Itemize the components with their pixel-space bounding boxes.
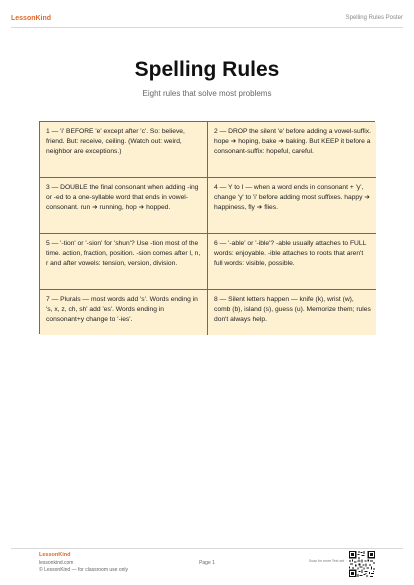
footer-url-link[interactable]: lessonkind.com: [39, 560, 74, 566]
poster-title: Spelling Rules: [134, 58, 280, 81]
poster-subtitle: Eight rules that solve most problems: [142, 89, 272, 98]
footer-brand: LessonKind: [39, 552, 71, 558]
rule-cell-6: 6 — '-able' or '-ible'? -able usually attaches to FULL words: enjoyable. -ible attaches to roots that aren't full words: visible, possible.: [208, 234, 376, 290]
document-label: Spelling Rules Poster: [345, 15, 403, 21]
rule-cell-7: 7 — Plurals — most words add 's'. Words ending in 's, x, z, ch, sh' add 'es'. Words ending in consonant+y change to '-ies'.: [40, 290, 208, 335]
rule-cell-5: 5 — '-tion' or '-sion' for 'shun'? Use -tion most of the time. action, fraction, position. -sion comes after l, n, r and after vowels: tension, version, division.: [40, 234, 208, 290]
rule-cell-4: 4 — Y to I — when a word ends in consonant + 'y', change 'y' to 'i' before adding most suffixes. happy ➔ happiness, fly ➔ flies.: [208, 178, 376, 234]
page-header: [0, 0, 414, 30]
rule-cell-8: 8 — Silent letters happen — knife (k), wrist (w), comb (b), island (s), guess (u). Memorize them; rules don't always help.: [208, 290, 376, 335]
rule-cell-2: 2 — DROP the silent 'e' before adding a vowel-suffix. hope ➔ hoping, bake ➔ baking. But KEEP it before a consonant-suffix: hopeful, careful.: [208, 122, 376, 178]
qr-code-icon[interactable]: [349, 551, 375, 577]
qr-caption: Scan for more Text set: [309, 559, 344, 563]
footer-divider: [11, 548, 403, 549]
rule-cell-3: 3 — DOUBLE the final consonant when adding -ing or -ed to a one-syllable word that ends in vowel-consonant. run ➔ running, hop ➔ hopped.: [40, 178, 208, 234]
brand-logo-text[interactable]: LessonKind: [11, 15, 52, 22]
rule-cell-1: 1 — 'i' BEFORE 'e' except after 'c'. So: believe, friend. But: receive, ceiling. (Watch out: weird, neighbor are exceptions.): [40, 122, 208, 178]
header-divider: [11, 27, 403, 28]
footer-copyright: © LessonKind — for classroom use only: [39, 567, 129, 573]
page-number: Page 1: [199, 560, 215, 566]
rules-table: [39, 121, 375, 334]
